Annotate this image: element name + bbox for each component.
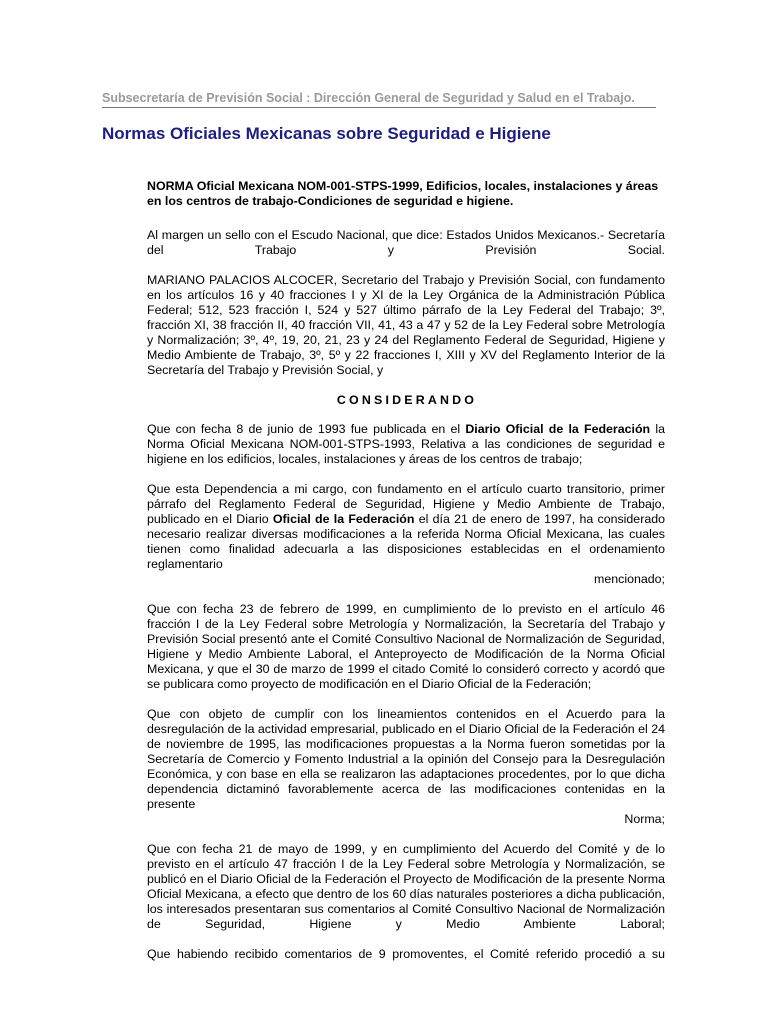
paragraph-text: Que esta Dependencia a mi cargo, con fundamento en el artículo cuarto transitorio, primer párrafo del Reglamento Federal de Seguridad, Higiene y Medio Ambiente de Trabajo, publicado en el Diario (147, 482, 665, 526)
bold-publication-name: Diario Oficial de la Federación (465, 422, 651, 436)
bold-publication-name: Oficial de la Federación (272, 512, 415, 526)
considerando-paragraph-2 (147, 482, 665, 587)
document-body (147, 179, 665, 977)
preamble-paragraph: MARIANO PALACIOS ALCOCER, Secretario del Trabajo y Previsión Social, con fundamento en los artículos 16 y 40 fracciones I y XI de la Ley Orgánica de la Administración Pública Federal; 512, 523 fracción I, 524 y 527 último párrafo de la Ley Federal del Trabajo; 3º, fracción XI, 38 fracción II, 40 fracción VII, 41, 43 a 47 y 52 de la Ley Federal sobre Metrología y Normalización; 3º, 4º, 19, 20, 21, 23 y 24 del Reglamento Federal de Seguridad, Higiene y Medio Ambiente de Trabajo, 3º, 5º y 22 fracciones I, XIII y XV del Reglamento Interior de la Secretaría del Trabajo y Previsión Social, y (147, 273, 665, 377)
considerando-heading: CONSIDERANDO (336, 393, 478, 407)
paragraph-text: Que con objeto de cumplir con los lineamientos contenidos en el Acuerdo para la desregulación de la actividad empresarial, publicado en el Diario Oficial de la Federación el 24 de noviembre de 1995, las modificaciones propuestas a la Norma fueron sometidas por la Secretaría de Comercio y Fomento Industrial a la opinión del Consejo para la Desregulación Económica, y con base en ella se realizaron las adaptaciones procedentes, por lo que dicha dependencia dictaminó favorablemente acerca de las modificaciones contenidas en la presente (147, 707, 665, 811)
paragraph-end-word: mencionado; (594, 572, 665, 586)
paragraph-end-word: Norma; (624, 812, 665, 826)
considerando-paragraph-1 (147, 422, 665, 467)
paragraph-text: el día 21 de enero de 1997, ha considerado necesario realizar diversas modificaciones a la referida Norma Oficial Mexicana, las cuales tienen como finalidad adecuarla a las disposiciones establecidas en el ordenamiento reglamentario (147, 512, 666, 571)
seal-note: Al margen un sello con el Escudo Nacional, que dice: Estados Unidos Mexicanos.- Secretaría del Trabajo y Previsión Social. (147, 228, 665, 257)
considerando-paragraph-4 (147, 707, 665, 827)
norma-title: NORMA Oficial Mexicana NOM-001-STPS-1999, Edificios, locales, instalaciones y áreas en los centros de trabajo-Condiciones de seguridad e higiene. (147, 179, 659, 208)
considerando-paragraph-5: Que con fecha 21 de mayo de 1999, y en cumplimiento del Acuerdo del Comité y de lo previsto en el artículo 47 fracción I de la Ley Federal sobre Metrología y Normalización, se publicó en el Diario Oficial de la Federación el Proyecto de Modificación de la presente Norma Oficial Mexicana, a efecto que dentro de los 60 días naturales posteriores a dicha publicación, los interesados presentaran sus comentarios al Comité Consultivo Nacional de Normalización de Seguridad, Higiene y Medio Ambiente Laboral; (147, 842, 665, 931)
breadcrumb: Subsecretaría de Previsión Social : Dirección General de Seguridad y Salud en el Trabajo. (102, 91, 656, 108)
paragraph-text: Que con fecha 8 de junio de 1993 fue publicada en el (147, 422, 466, 436)
considerando-paragraph-3: Que con fecha 23 de febrero de 1999, en cumplimiento de lo previsto en el artículo 46 fracción I de la Ley Federal sobre Metrología y Normalización, la Secretaría del Trabajo y Previsión Social presentó ante el Comité Consultivo Nacional de Normalización de Seguridad, Higiene y Medio Ambiente Laboral, el Anteproyecto de Modificación de la Norma Oficial Mexicana, y que el 30 de marzo de 1999 el citado Comité lo consideró correcto y acordó que se publicara como proyecto de modificación en el Diario Oficial de la Federación; (147, 602, 665, 691)
paragraph-text: la Norma Oficial Mexicana NOM-001-STPS-1993, Relativa a las condiciones de seguridad e higiene en los edificios, locales, instalaciones y áreas de los centros de trabajo; (147, 422, 665, 466)
page-title: Normas Oficiales Mexicanas sobre Seguridad e Higiene (102, 124, 551, 143)
considerando-paragraph-6: Que habiendo recibido comentarios de 9 promoventes, el Comité referido procedió a su (147, 947, 665, 961)
